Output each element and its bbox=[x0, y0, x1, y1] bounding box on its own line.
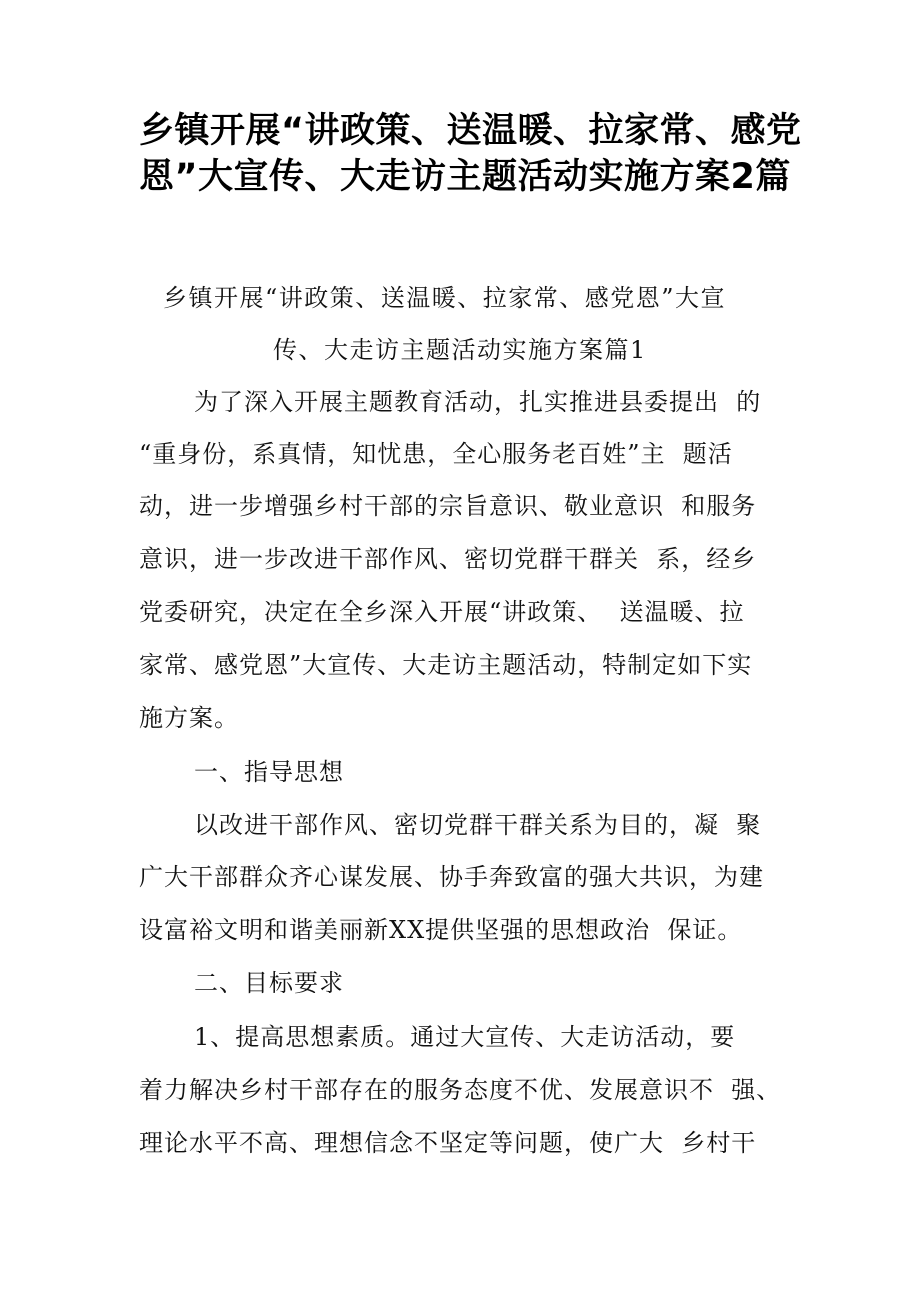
target-line-1: 1、提高思想素质。通过大宣传、大走访活动，要 bbox=[194, 1023, 736, 1051]
document-title: 乡镇开展“讲政策、送温暖、拉家常、感党恩”大宣传、大走访主题活动实施方案2篇 bbox=[139, 111, 802, 197]
subtitle-line-1: 乡镇开展“讲政策、送温暖、拉家常、感党恩”大宣 bbox=[163, 284, 727, 312]
intro-line-4: 意识，进一步改进干部作风、密切党群干群关 系，经乡 bbox=[139, 545, 757, 573]
target-line-3: 理论水平不高、理想信念不坚定等问题，使广大 乡村干 bbox=[139, 1129, 757, 1157]
guiding-line-2: 广大干部群众齐心谋发展、协手奔致富的强大共识，为建 bbox=[139, 863, 764, 891]
intro-line-1: 为了深入开展主题教育活动，扎实推进县委提出 的 bbox=[194, 388, 762, 416]
intro-line-7: 施方案。 bbox=[139, 704, 239, 732]
section-heading-guiding-thought: 一、指导思想 bbox=[194, 758, 344, 786]
intro-line-5: 党委研究，决定在全乡深入开展“讲政策、 送温暖、拉 bbox=[139, 598, 745, 626]
subtitle-line-2: 传、大走访主题活动实施方案篇1 bbox=[273, 336, 647, 364]
guiding-line-1: 以改进干部作风、密切党群干群关系为目的，凝 聚 bbox=[194, 811, 762, 839]
intro-line-2: “重身份，系真情，知忧患，全心服务老百姓”主 题活 bbox=[139, 440, 733, 468]
intro-line-3: 动，进一步增强乡村干部的宗旨意识、敬业意识 和服务 bbox=[139, 492, 757, 520]
target-line-2: 着力解决乡村干部存在的服务态度不优、发展意识不 强、 bbox=[139, 1076, 782, 1104]
intro-line-6: 家常、感党恩”大宣传、大走访主题活动，特制定如下实 bbox=[139, 651, 753, 679]
guiding-line-3: 设富裕文明和谐美丽新XX提供坚强的思想政治 保证。 bbox=[139, 916, 743, 944]
section-heading-targets: 二、目标要求 bbox=[194, 969, 344, 997]
